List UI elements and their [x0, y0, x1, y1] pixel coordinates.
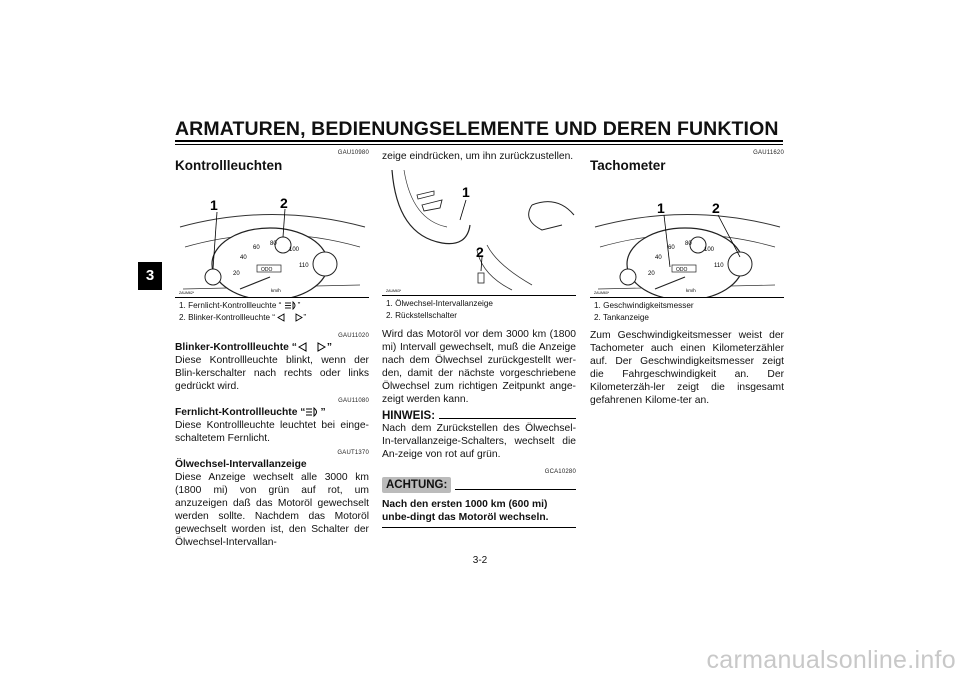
ref-code: GAU10980 [337, 150, 369, 156]
header-rule [175, 140, 783, 142]
instrument-panel-illustration [175, 177, 369, 297]
figure-caption: 1. Ölwechsel-Intervallanzeige 2. Rückstellschalter [386, 299, 493, 320]
warning-text: Nach den ersten 1000 km (600 mi) unbe-dingt das Motoröl wechseln. [382, 498, 576, 528]
svg-text:20: 20 [233, 271, 240, 277]
fernlicht-text: Diese Kontrollleuchte leuchtet bei einge-schaltetem Fernlicht. [175, 420, 369, 444]
caption-rule [382, 295, 576, 296]
oil-reset-text: Wird das Motoröl vor dem 3000 km (1800 mi) Intervall gewechselt, muß die Anzeige nach dem Ölwechsel zurückgestellt wer-den, damit der nächste vorgeschriebene Ölwechsel zum richtigen Zeitpunkt ange-zeigt werden kann. [382, 329, 576, 405]
figure-id: ZAUM62* [179, 291, 195, 295]
callout-2: 2 [712, 200, 720, 216]
oel-heading: Ölwechsel-Intervallanzeige [175, 459, 307, 470]
svg-text:20: 20 [648, 271, 655, 277]
ref-code: GAU11020 [338, 333, 369, 339]
svg-text:110: 110 [299, 263, 309, 269]
svg-text:80: 80 [270, 241, 277, 247]
figure-caption: 1. Fernlicht-Kontrollleuchte “ ” 2. Blinker-Kontrollleuchte “ ” [179, 301, 307, 322]
section-heading-kontrollleuchten: Kontrollleuchten [175, 158, 283, 173]
svg-text:60: 60 [253, 245, 260, 251]
hinweis-heading: HINWEIS: [382, 410, 576, 422]
callout-1: 1 [210, 197, 218, 213]
figure-id: ZAUM60* [594, 291, 610, 295]
gauge-odo-label: ODO [261, 267, 273, 273]
high-beam-icon [305, 407, 320, 417]
fernlicht-heading: Fernlicht-Kontrollleuchte “ ” [175, 407, 326, 418]
svg-text:40: 40 [240, 255, 247, 261]
warning-heading [382, 477, 576, 493]
figure-id: ZAUM63* [386, 289, 402, 293]
svg-text:60: 60 [668, 245, 675, 251]
ref-code: GAUT1370 [337, 450, 369, 456]
warning-label: ACHTUNG: [382, 477, 451, 493]
high-beam-icon [284, 301, 298, 310]
svg-text:40: 40 [655, 255, 662, 261]
page-title: ARMATUREN, BEDIENUNGSELEMENTE UND DEREN FUNKTION [175, 118, 779, 140]
continued-text: zeige eindrücken, um ihn zurückzustellen. [382, 151, 574, 162]
tachometer-text: Zum Geschwindigkeitsmesser weist der Tachometer auch einen Kilometerzähler auf. Der Geschwindigkeitsmesser zeigt die Fahrgeschwindigkeit an. Der Kilometerzäh-ler zeigt die insgesamt gefahrenen Kilome-ter an. [590, 330, 784, 406]
figure-oil-indicator [382, 165, 576, 295]
turn-signal-icon [297, 342, 327, 352]
gauge-odo-label: ODO [676, 267, 688, 273]
svg-text:km/h: km/h [686, 288, 696, 293]
svg-text:110: 110 [714, 263, 724, 269]
page-number: 3-2 [472, 555, 488, 566]
column-1 [175, 150, 369, 549]
callout-1: 1 [462, 184, 470, 200]
speedometer-illustration [590, 177, 784, 297]
chapter-tab: 3 [138, 262, 162, 290]
turn-signal-icon [277, 313, 303, 322]
figure-indicator-lights [175, 177, 369, 297]
watermark: carmanualsonline.info [706, 646, 956, 674]
blinker-heading: Blinker-Kontrollleuchte “ ” [175, 342, 333, 353]
caption-rule [590, 297, 784, 298]
column-3 [590, 150, 784, 407]
svg-text:km/h: km/h [271, 288, 281, 293]
hinweis-text: Nach dem Zurückstellen des Ölwechsel-In-tervallanzeige-Schalters, wechselt die An-zeige von rot auf grün. [382, 423, 576, 460]
svg-text:80: 80 [685, 241, 692, 247]
svg-text:100: 100 [704, 247, 715, 253]
caption-rule [175, 297, 369, 298]
ref-code: GCA10280 [544, 469, 576, 475]
svg-text:100: 100 [289, 247, 300, 253]
callout-2: 2 [280, 195, 288, 211]
figure-caption: 1. Geschwindigkeitsmesser 2. Tankanzeige [594, 301, 694, 322]
callout-1: 1 [657, 200, 665, 216]
ref-code: GAU11620 [753, 150, 784, 156]
section-heading-tachometer: Tachometer [590, 158, 666, 173]
oil-indicator-illustration [382, 165, 576, 295]
oel-text: Diese Anzeige wechselt alle 3000 km (1800 mi) von grün auf rot, um anzuzeigen daß das Motoröl gewechselt werden sollte. Nachdem das Motoröl gewechselt worden ist, den Schalter der Ölwechsel-Intervallan- [175, 472, 369, 548]
figure-speedometer [590, 177, 784, 297]
ref-code: GAU11080 [338, 398, 369, 404]
column-2 [382, 150, 576, 528]
callout-2: 2 [476, 244, 484, 260]
header-rule-thin [175, 144, 783, 145]
blinker-text: Diese Kontrollleuchte blinkt, wenn der Blin-kerschalter nach rechts oder links gedrückt wird. [175, 355, 369, 392]
